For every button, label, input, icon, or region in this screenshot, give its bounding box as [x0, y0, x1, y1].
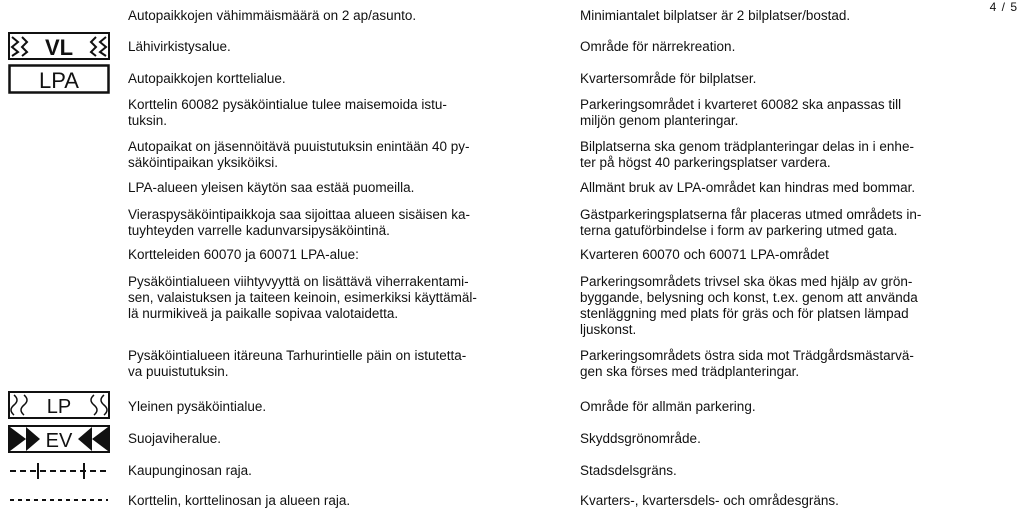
sv-east-edge: Parkeringsområdets östra sida mot Trädgårdsmästarvä- gen ska förses med trädplanteringar. — [580, 348, 914, 379]
sv-tree-units: Bilplatserna ska genom trädplanteringar delas in i enhe- ter på högst 40 parkeringsplatser vardera. — [580, 139, 914, 170]
sv-comfort: Parkeringsområdets trivsel ska ökas med hjälp av grön- byggande, belysning och konst, t.ex. genom att använda stenläggning med plats för gräs och för platsen lämpad ljuskonst. — [580, 274, 918, 337]
fi-ev-desc: Suojaviheralue. — [128, 431, 222, 446]
fi-tree-units: Autopaikat on jäsennöitävä puuistutuksin enintään 40 py- säköintipaikan yksiköiksi. — [128, 139, 470, 170]
fi-vl-desc: Lähivirkistysalue. — [128, 39, 231, 54]
sv-lpa-desc: Kvartersområde för bilplatser. — [580, 71, 757, 86]
fi-guest-parking: Vieraspysäköintipaikkoja saa sijoittaa alueen sisäisen ka- tuyhteyden varrelle kadunvarsipysäköintinä. — [128, 207, 470, 238]
sv-blocks-heading: Kvarteren 60070 och 60071 LPA-området — [580, 247, 829, 262]
vl-label: VL — [44, 35, 74, 60]
fi-lpa-desc: Autopaikkojen korttelialue. — [128, 71, 286, 86]
district-boundary-symbol — [8, 460, 110, 482]
sv-guest-parking: Gästparkeringsplatserna får placeras utmed områdets in- terna gatuförbindelse i form av parkering utmed gata. — [580, 207, 922, 238]
sv-lp-desc: Område för allmän parkering. — [580, 399, 756, 414]
ev-label: EV — [45, 430, 73, 452]
sv-block-boundary: Kvarters-, kvartersdels- och områdesgräns. — [580, 493, 839, 508]
lpa-label: LPA — [39, 68, 79, 93]
page-number: 4 / 5 — [989, 0, 1018, 14]
fi-lp-desc: Yleinen pysäköintialue. — [128, 399, 267, 414]
fi-barriers: LPA-alueen yleisen käytön saa estää puomeilla. — [128, 180, 415, 195]
sv-landscaping: Parkeringsområdet i kvarteret 60082 ska anpassas till miljön genom planteringar. — [580, 97, 902, 128]
sv-district-boundary: Stadsdelsgräns. — [580, 463, 677, 478]
fi-min-parking: Autopaikkojen vähimmäismäärä on 2 ap/asunto. — [128, 8, 417, 23]
fi-district-boundary: Kaupunginosan raja. — [128, 463, 252, 478]
fi-landscaping: Korttelin 60082 pysäköintialue tulee maisemoida istu- tuksin. — [128, 97, 447, 128]
sv-ev-desc: Skyddsgrönområde. — [580, 431, 701, 446]
fi-comfort: Pysäköintialueen viihtyvyyttä on lisättävä viherrakentami- sen, valaistuksen ja taiteen keinoin, esimerkiksi käyttämäl- lä nurmikiveä ja paikalle sopivaa valotaidetta. — [128, 274, 477, 321]
fi-east-edge: Pysäköintialueen itäreuna Tarhurintielle päin on istutetta- va puuistutuksin. — [128, 348, 467, 379]
sv-min-parking: Minimiantalet bilplatser är 2 bilplatser/bostad. — [580, 8, 851, 23]
lp-label: LP — [46, 396, 72, 418]
ev-zone-symbol — [8, 424, 110, 454]
block-boundary-symbol — [8, 494, 110, 503]
fi-block-boundary: Korttelin, korttelinosan ja alueen raja. — [128, 493, 351, 508]
vl-zone-symbol — [8, 31, 110, 61]
sv-vl-desc: Område för närrekreation. — [580, 39, 736, 54]
lp-zone-symbol — [8, 391, 110, 419]
sv-barriers: Allmänt bruk av LPA-området kan hindras med bommar. — [580, 180, 916, 195]
lpa-zone-symbol — [8, 64, 110, 94]
fi-blocks-heading: Kortteleiden 60070 ja 60071 LPA-alue: — [128, 247, 359, 262]
